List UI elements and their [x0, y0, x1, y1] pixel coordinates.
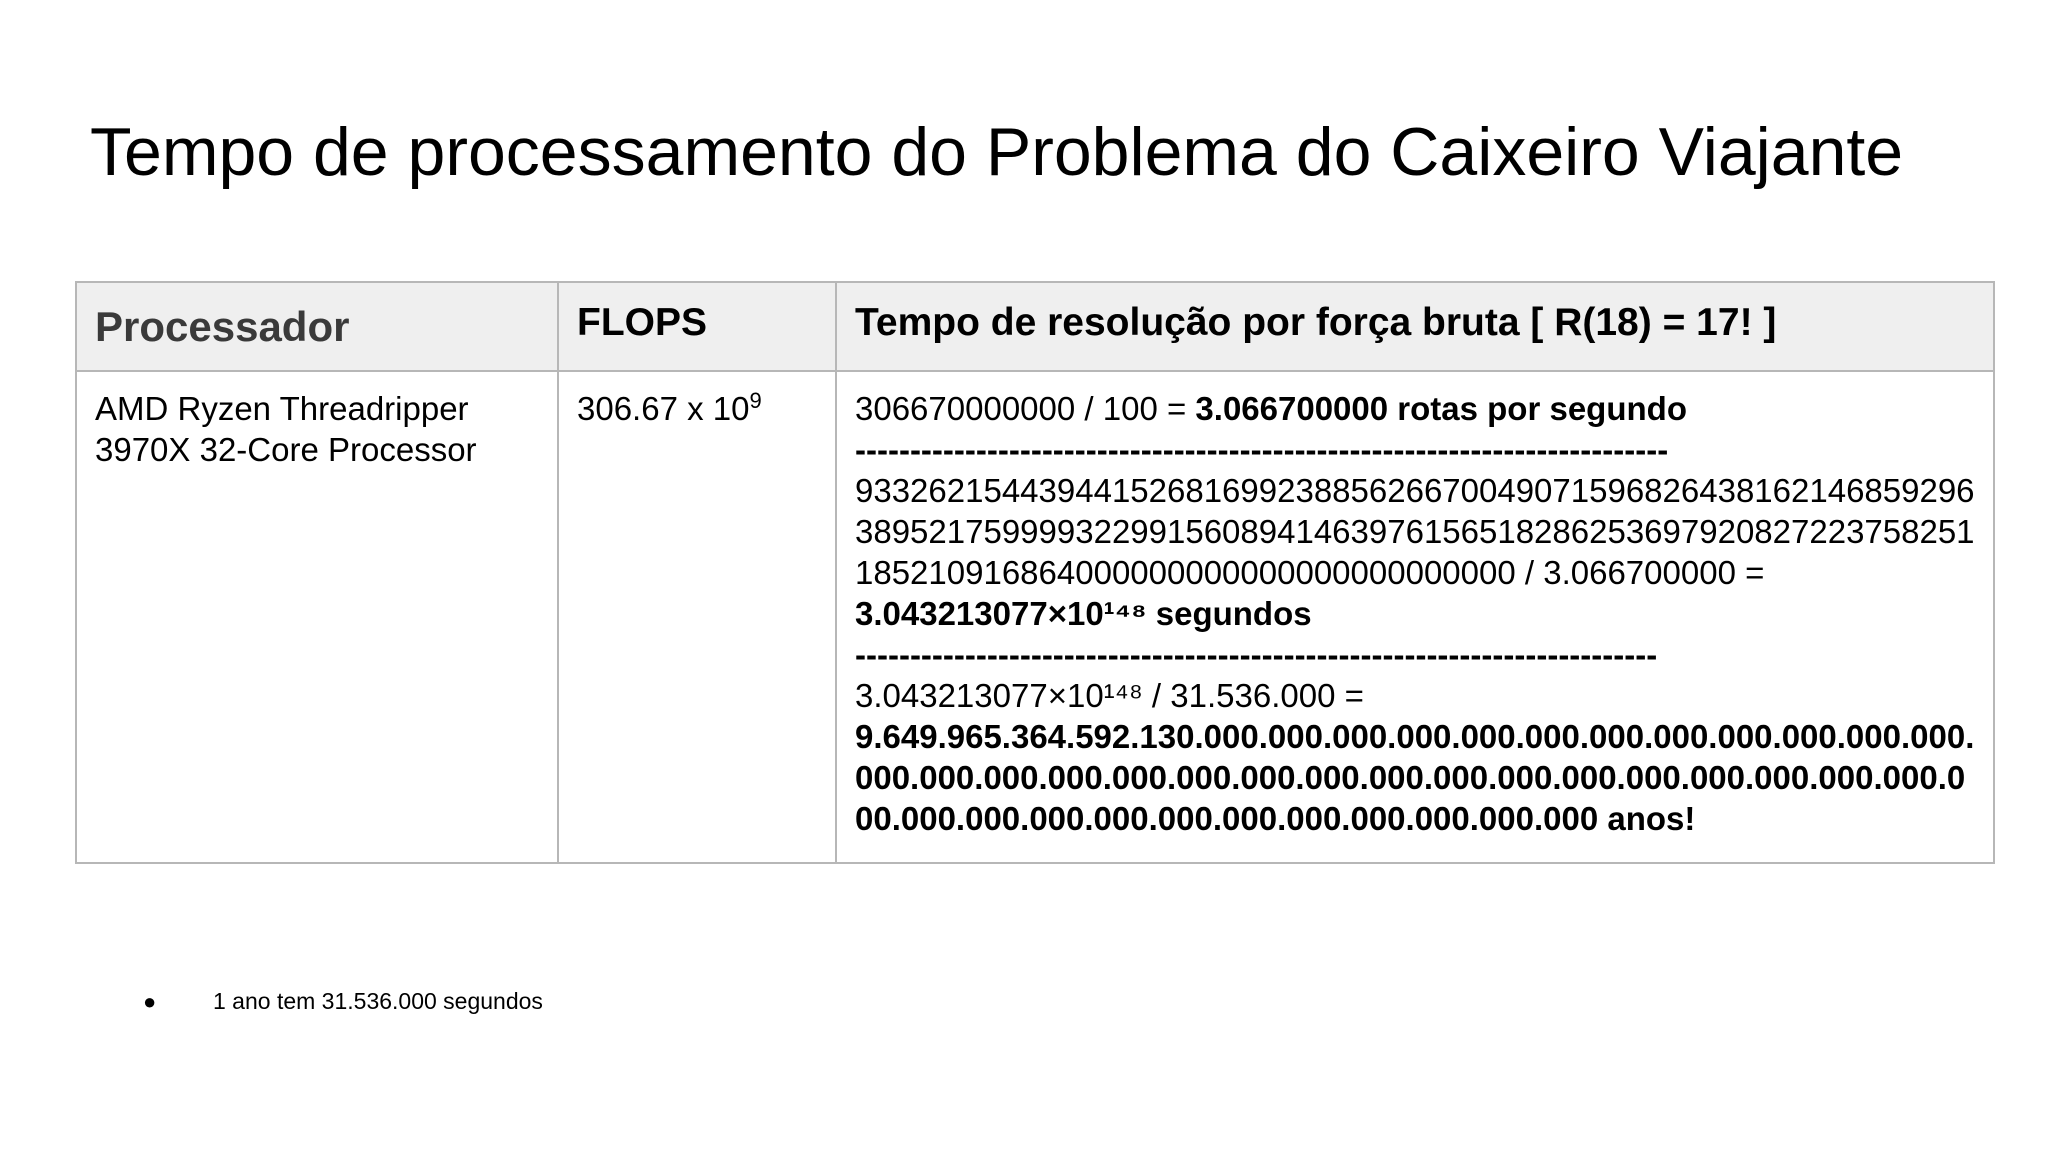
processor-name-line1: AMD Ryzen Threadripper [95, 390, 469, 427]
header-time: Tempo de resolução por força bruta [ R(18) = 17! ] [836, 282, 1994, 371]
header-flops: FLOPS [558, 282, 836, 371]
footnote [143, 988, 543, 1015]
factorial-number: 93326215443944152681699238856266700490715968264381621468592963895217599993229915608941463976156518286253697920827223758251185210916864000000000000000000000000 [855, 472, 1975, 591]
processor-name-line2: 3970X 32-Core Processor [95, 431, 477, 468]
bullet-icon: ● [143, 989, 157, 1014]
calc-seconds-formula [855, 470, 1975, 593]
table-row [76, 371, 1994, 863]
cell-time [836, 371, 1994, 863]
flops-base: 306.67 x 10 [577, 390, 750, 427]
cell-flops [558, 371, 836, 863]
footnote-text: 1 ano tem 31.536.000 segundos [213, 988, 543, 1014]
calc-years-result: 9.649.965.364.592.130.000.000.000.000.000.000.000.000.000.000.000.000.000.000.000.000.000.000.000.000.000.000.000.000.000.000.000.000.000.000.000.000.000.000.000.000.000.000.000.000.000 anos! [855, 718, 1975, 837]
table-header-row [76, 282, 1994, 371]
calc-years-formula: 3.043213077×10¹⁴⁸ / 31.536.000 = [855, 677, 1364, 714]
calc-routes-result: 3.066700000 rotas por segundo [1195, 390, 1687, 427]
calc-routes-formula: 306670000000 / 100 = [855, 390, 1196, 427]
separator-line-2: ------------------------------------------------------------------------- [855, 636, 1658, 673]
separator-line-1: -------------------------------------------------------------------------- [855, 431, 1669, 468]
factorial-divisor: / 3.066700000 = [1515, 554, 1765, 591]
cell-processor [76, 371, 558, 863]
header-processor: Processador [76, 282, 558, 371]
calc-routes-per-second [855, 388, 1975, 429]
tsp-processing-table [75, 281, 1995, 864]
flops-exponent: 9 [749, 388, 762, 413]
slide-title: Tempo de processamento do Problema do Caixeiro Viajante [90, 114, 1904, 190]
calc-seconds-result: 3.043213077×10¹⁴⁸ segundos [855, 595, 1312, 632]
